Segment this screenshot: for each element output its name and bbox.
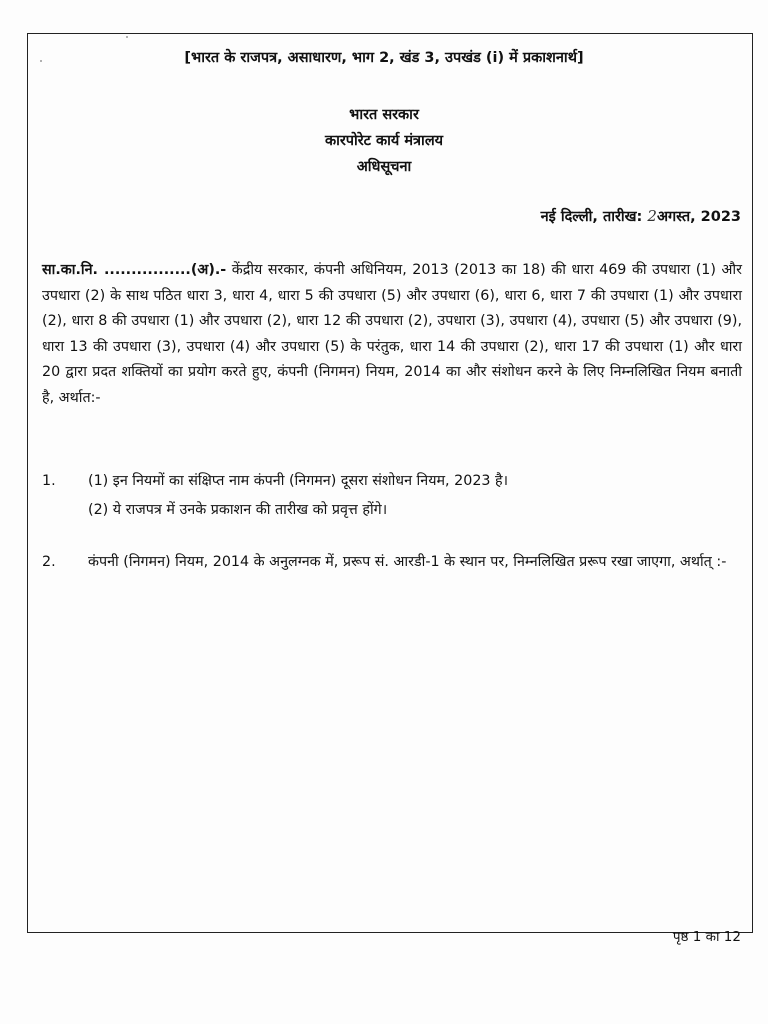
page-number: पृष्ठ 1 का 12 [672,929,741,945]
rule-2-row [42,548,742,577]
notification-paragraph [42,258,742,412]
rule-1-number: 1. [42,473,56,489]
date-prefix: नई दिल्ली, तारीख: [540,209,643,225]
rule-1-sub-2: (2) ये राजपत्र में उनके प्रकाशन की तारीख को प्रवृत्त होंगे। [88,502,388,518]
handwritten-day: 2 [647,207,657,225]
rule-1 [42,467,742,525]
rule-2 [42,548,742,577]
gazette-header: [भारत के राजपत्र, असाधारण, भाग 2, खंड 3, उपखंड (i) में प्रकाशनार्थ] [184,50,584,66]
notification-title: अधिसूचना [356,159,412,175]
date-suffix: अगस्त, 2023 [656,209,741,225]
rule-1-sub-1: (1) इन नियमों का संक्षिप्त नाम कंपनी (निगमन) दूसरा संशोधन नियम, 2023 है। [88,473,509,489]
title-block [0,102,768,180]
government-title: भारत सरकार [349,107,419,123]
date-line [541,206,741,226]
notification-body: केंद्रीय सरकार, कंपनी अधिनियम, 2013 (2013 का 18) की धारा 469 की उपधारा (1) और उपधारा (2) के साथ पठित धारा 3, धारा 4, धारा 5 की उपधारा (5) और उपधारा (6), धारा 6, धारा 7 की उपधारा (1) और उपधारा (2), धारा 8 की उपधारा (1) और उपधारा (2), धारा 12 की उपधारा (2), उपधारा (3), उपधारा (4), उपधारा (5) और उपधारा (9), धारा 13 की उपधारा (3), उपधारा (4) और उपधारा (5) के परंतुक, धारा 14 की उपधारा (2), धारा 17 की उपधारा (1) और धारा 20 द्वारा प्रदत शक्तियों का प्रयोग करते हुए, कंपनी (निगमन) नियम, 2014 का और संशोधन करने के लिए निम्नलिखित नियम बनाती है, अर्थात:- [42,262,742,406]
gsr-reference: सा.का.नि. ................(अ).- [42,262,227,278]
rule-2-text: कंपनी (निगमन) नियम, 2014 के अनुलग्नक में, प्ररूप सं. आरडी-1 के स्थान पर, निम्नलिखित प्ररूप रखा जाएगा, अर्थात् :- [88,554,727,570]
scan-speck [126,36,128,38]
rule-1-row [42,467,742,496]
ministry-title: कारपोरेट कार्य मंत्रालय [324,133,444,149]
rule-2-number: 2. [42,554,56,570]
